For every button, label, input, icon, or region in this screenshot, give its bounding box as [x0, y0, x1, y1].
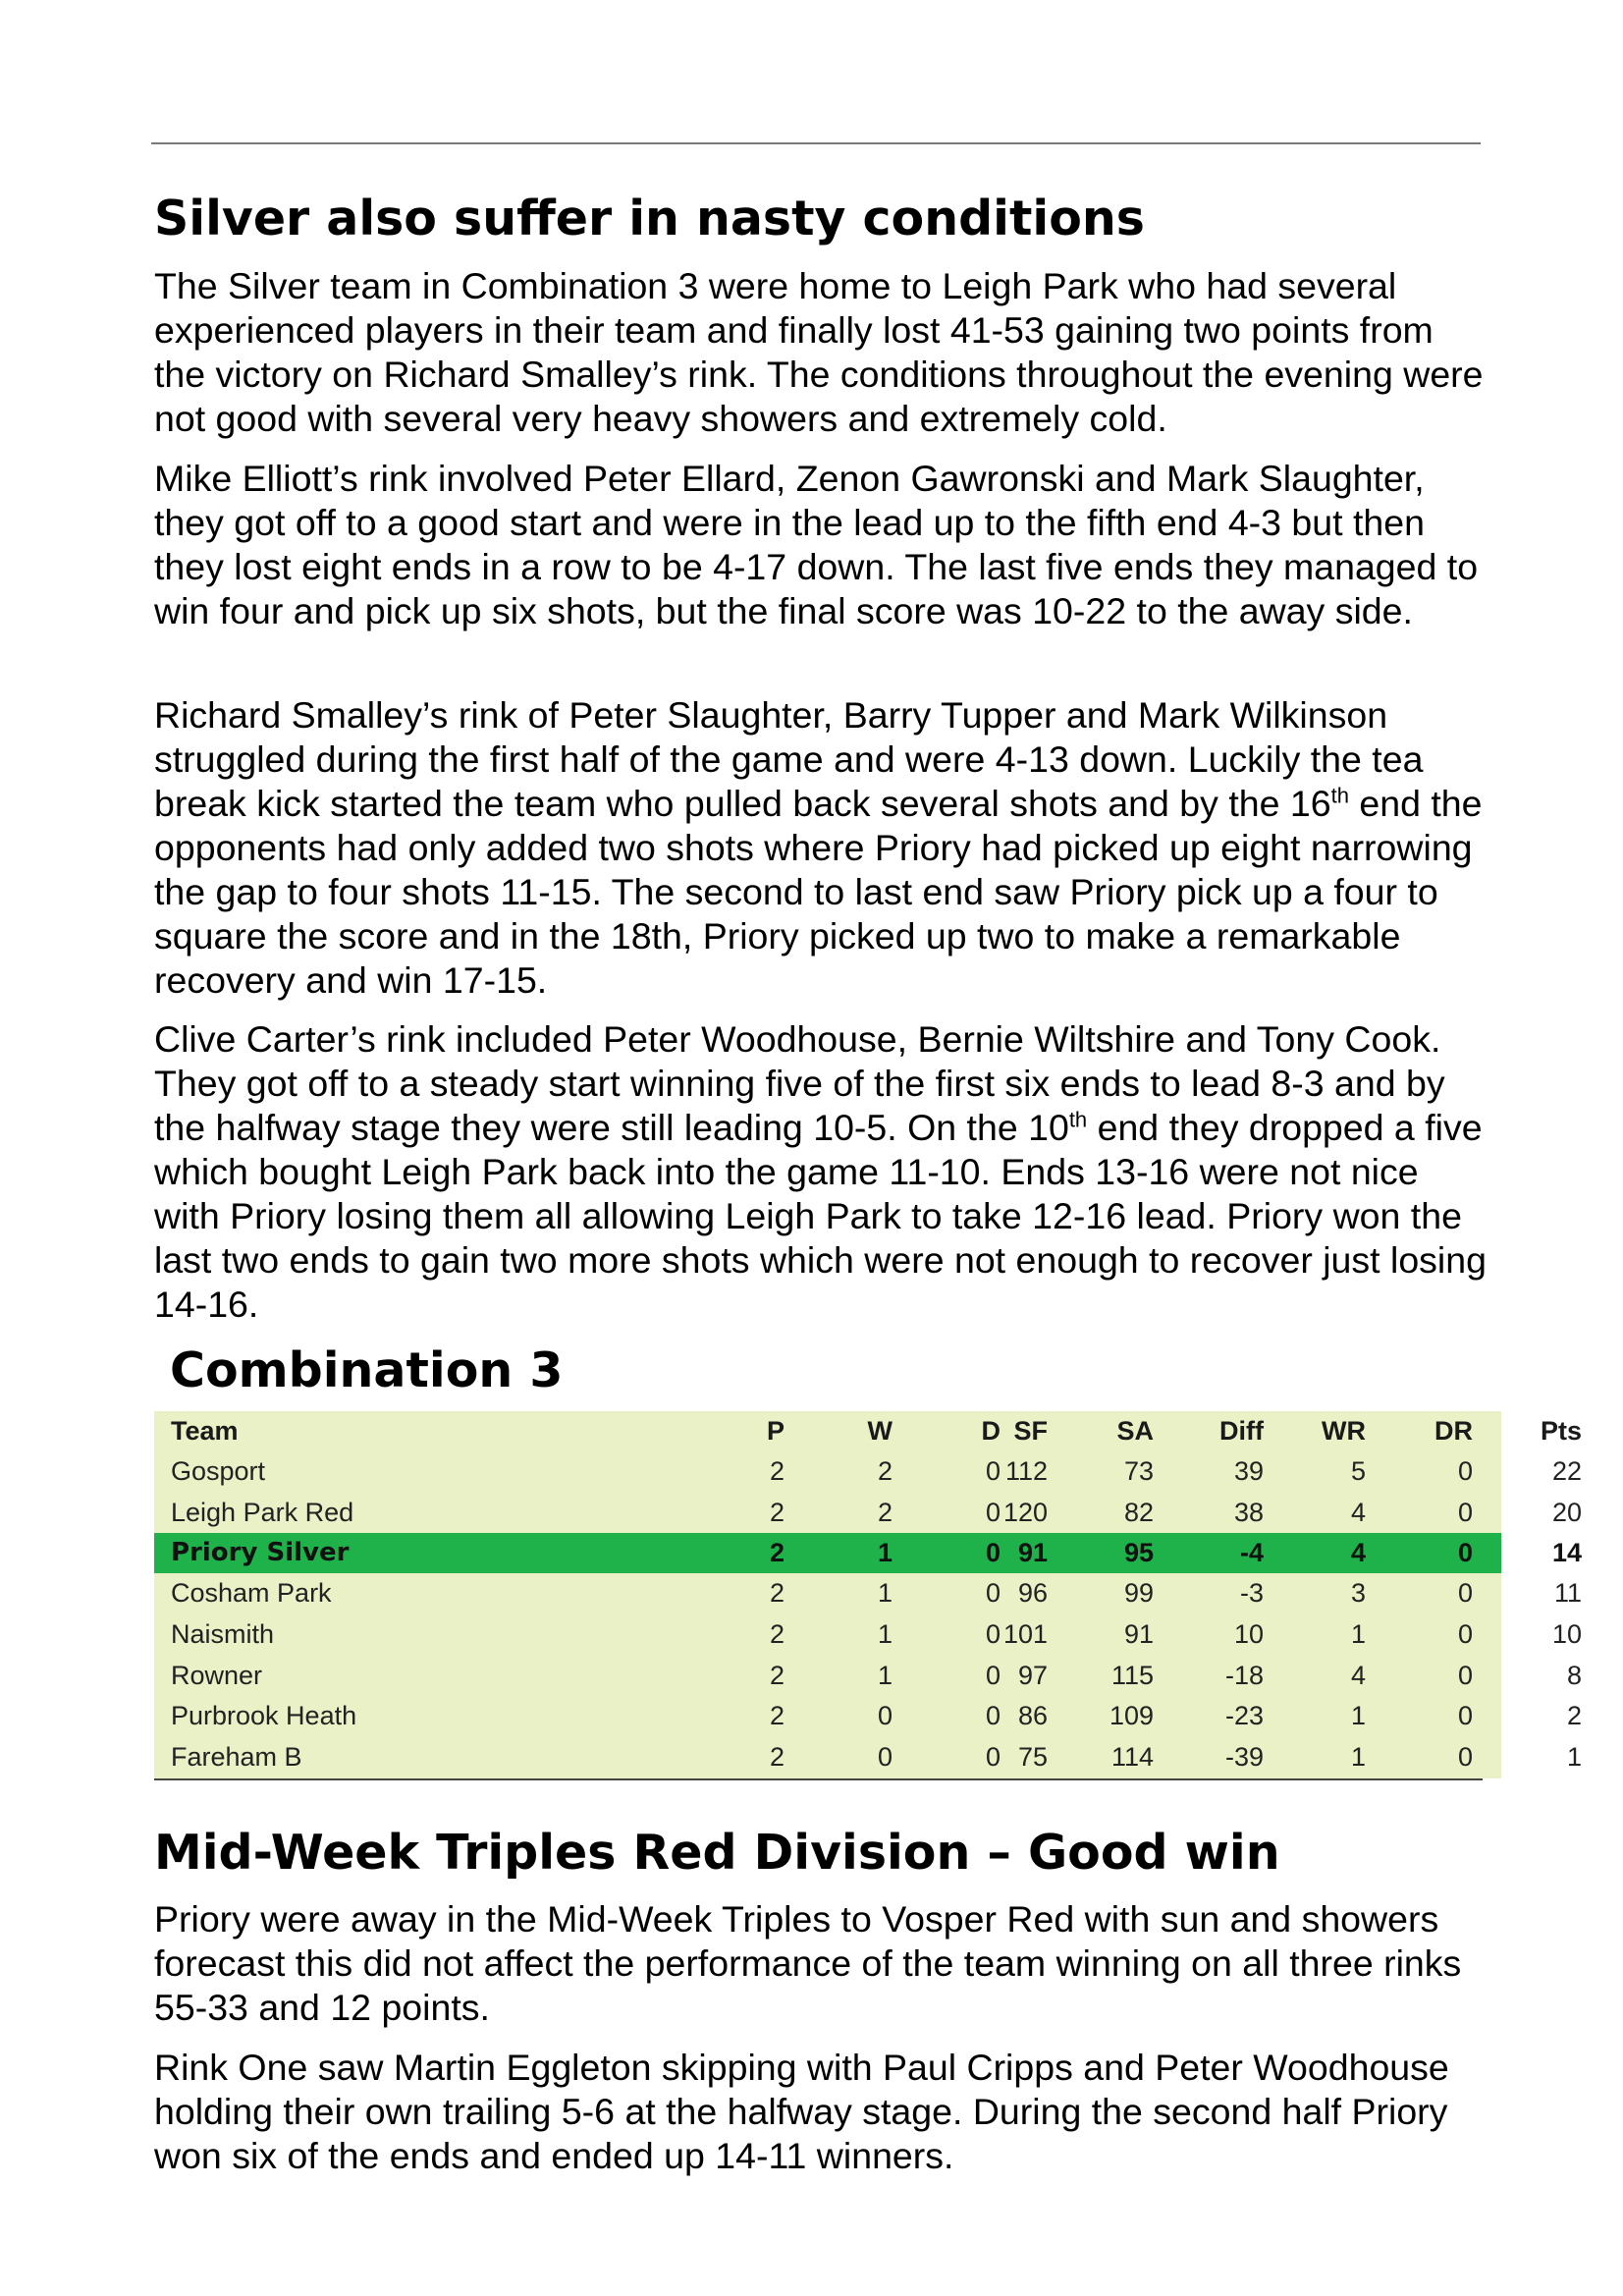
cell-shots-for: 91 — [1017, 1538, 1048, 1568]
cell-difference: 39 — [1233, 1456, 1264, 1486]
cell-team: Purbrook Heath — [171, 1701, 357, 1731]
cell-wins-rinks: 1 — [1350, 1619, 1366, 1650]
cell-draws-rinks: 0 — [1457, 1538, 1473, 1568]
cell-won: 2 — [877, 1456, 893, 1486]
cell-shots-against: 73 — [1123, 1456, 1154, 1486]
cell-wins-rinks: 4 — [1350, 1660, 1366, 1690]
cell-shots-against: 114 — [1110, 1742, 1154, 1773]
cell-difference: 38 — [1233, 1497, 1264, 1527]
cell-played: 2 — [769, 1619, 784, 1650]
top-divider — [151, 142, 1481, 144]
cell-drawn: 0 — [985, 1660, 1001, 1690]
cell-drawn: 0 — [985, 1456, 1001, 1486]
cell-shots-for: 120 — [1002, 1497, 1048, 1527]
cell-team: Fareham B — [171, 1742, 302, 1773]
cell-draws-rinks: 0 — [1457, 1456, 1473, 1486]
cell-points: 20 — [1551, 1497, 1582, 1527]
cell-shots-for: 96 — [1017, 1578, 1048, 1609]
cell-played: 2 — [769, 1742, 784, 1773]
cell-points: 10 — [1551, 1619, 1582, 1650]
cell-points: 14 — [1551, 1538, 1582, 1568]
paragraph: The Silver team in Combination 3 were home to Leigh Park who had several experienced players in their team and finally lost 41-53 gaining two points from the victory on Richard Smalley’s rink. The conditions throughout the evening were not good with several very heavy showers and extremely cold. — [154, 265, 1484, 439]
cell-draws-rinks: 0 — [1457, 1660, 1473, 1690]
table-row — [154, 1614, 1582, 1656]
cell-played: 2 — [769, 1538, 784, 1568]
cell-shots-for: 75 — [1017, 1742, 1048, 1773]
cell-draws-rinks: 0 — [1457, 1742, 1473, 1773]
cell-points: 11 — [1553, 1578, 1582, 1609]
table-header-row — [154, 1411, 1582, 1451]
cell-won: 0 — [877, 1701, 893, 1731]
cell-played: 2 — [769, 1660, 784, 1690]
cell-wins-rinks: 1 — [1350, 1701, 1366, 1731]
cell-shots-for: 86 — [1017, 1701, 1048, 1731]
cell-shots-against: 95 — [1123, 1538, 1154, 1568]
cell-wins-rinks: 3 — [1350, 1578, 1366, 1609]
column-header-drawn: D — [981, 1416, 1001, 1446]
paragraph: Richard Smalley’s rink of Peter Slaughter, Barry Tupper and Mark Wilkinson struggled during the first half of the game and were 4-13 down. Luckily the tea break kick started the team who pulled back several shots and by the 16th end the opponents had only added two shots where Priory had picked up eight narrowing the gap to four shots 11-15. The second to last end saw Priory pick up a four to square the score and in the 18th, Priory picked up two to make a remarkable recovery and win 17-15. — [154, 694, 1483, 1001]
table-row-highlighted — [154, 1533, 1582, 1573]
table-row — [154, 1573, 1582, 1614]
cell-difference: 10 — [1233, 1619, 1264, 1650]
cell-won: 1 — [877, 1538, 893, 1568]
column-header-draws-rinks: DR — [1434, 1416, 1473, 1446]
column-header-shots-for: SF — [1013, 1416, 1048, 1446]
column-header-difference: Diff — [1219, 1416, 1264, 1446]
cell-shots-against: 82 — [1123, 1497, 1154, 1527]
cell-won: 1 — [877, 1578, 893, 1609]
cell-won: 1 — [877, 1660, 893, 1690]
cell-draws-rinks: 0 — [1457, 1497, 1473, 1527]
cell-team: Rowner — [171, 1660, 263, 1690]
paragraph: Clive Carter’s rink included Peter Woodhouse, Bernie Wiltshire and Tony Cook. They got off to a steady start winning five of the first six ends to lead 8-3 and by the halfway stage they were still leading 10-5. On the 10th end they dropped a five which bought Leigh Park back into the game 11-10. Ends 13-16 were not nice with Priory losing them all allowing Leigh Park to take 12-16 lead. Priory won the last two ends to gain two more shots which were not enough to recover just losing 14-16. — [154, 1018, 1487, 1325]
cell-shots-for: 97 — [1017, 1660, 1048, 1690]
cell-draws-rinks: 0 — [1457, 1619, 1473, 1650]
cell-difference: -39 — [1224, 1742, 1264, 1773]
table-bottom-rule — [154, 1778, 1483, 1780]
paragraph: Rink One saw Martin Eggleton skipping with Paul Cripps and Peter Woodhouse holding their own trailing 5-6 at the halfway stage. During the second half Priory won six of the ends and ended up 14-11 winners. — [154, 2047, 1449, 2176]
cell-wins-rinks: 4 — [1350, 1538, 1366, 1568]
cell-played: 2 — [769, 1456, 784, 1486]
cell-team: Cosham Park — [171, 1578, 332, 1609]
cell-points: 2 — [1566, 1701, 1582, 1731]
cell-shots-against: 115 — [1110, 1660, 1154, 1690]
cell-team: Priory Silver — [171, 1538, 350, 1568]
cell-difference: -3 — [1239, 1578, 1264, 1609]
table-row — [154, 1696, 1582, 1737]
cell-shots-against: 99 — [1123, 1578, 1154, 1609]
cell-points: 1 — [1566, 1742, 1582, 1773]
cell-wins-rinks: 1 — [1350, 1742, 1366, 1773]
cell-won: 0 — [877, 1742, 893, 1773]
column-header-points: Pts — [1540, 1416, 1582, 1446]
cell-shots-for: 112 — [1004, 1456, 1048, 1486]
cell-wins-rinks: 5 — [1350, 1456, 1366, 1486]
column-header-wins-rinks: WR — [1322, 1416, 1366, 1446]
cell-won: 1 — [877, 1619, 893, 1650]
cell-shots-against: 109 — [1109, 1701, 1154, 1731]
cell-team: Gosport — [171, 1456, 266, 1486]
cell-drawn: 0 — [985, 1701, 1001, 1731]
table-row — [154, 1737, 1582, 1778]
cell-difference: -18 — [1224, 1660, 1264, 1690]
paragraph: Mike Elliott’s rink involved Peter Ellard, Zenon Gawronski and Mark Slaughter, they got off to a good start and were in the lead up to the fifth end 4-3 but then they lost eight ends in a row to be 4-17 down. The last five ends they managed to win four and pick up six shots, but the final score was 10-22 to the away side. — [154, 458, 1479, 631]
cell-drawn: 0 — [985, 1742, 1001, 1773]
cell-played: 2 — [769, 1497, 784, 1527]
cell-draws-rinks: 0 — [1457, 1701, 1473, 1731]
column-header-shots-against: SA — [1116, 1416, 1154, 1446]
league-table — [154, 1411, 1582, 1780]
cell-drawn: 0 — [985, 1578, 1001, 1609]
cell-difference: -4 — [1239, 1538, 1264, 1568]
cell-played: 2 — [769, 1578, 784, 1609]
cell-won: 2 — [877, 1497, 893, 1527]
cell-draws-rinks: 0 — [1457, 1578, 1473, 1609]
table-row — [154, 1493, 1582, 1534]
section-heading-midweek: Mid-Week Triples Red Division – Good win — [154, 1825, 1280, 1881]
cell-shots-for: 101 — [1002, 1619, 1048, 1650]
cell-drawn: 0 — [985, 1619, 1001, 1650]
cell-points: 8 — [1566, 1660, 1582, 1690]
paragraph: Priory were away in the Mid-Week Triples to Vosper Red with sun and showers forecast this did not affect the performance of the team winning on all three rinks 55-33 and 12 points. — [154, 1898, 1462, 2028]
column-header-played: P — [766, 1416, 784, 1446]
section-heading-silver: Silver also suffer in nasty conditions — [154, 191, 1145, 246]
cell-wins-rinks: 4 — [1350, 1497, 1366, 1527]
cell-points: 22 — [1551, 1456, 1582, 1486]
cell-difference: -23 — [1224, 1701, 1264, 1731]
column-header-won: W — [867, 1416, 893, 1446]
cell-shots-against: 91 — [1123, 1619, 1154, 1650]
cell-drawn: 0 — [985, 1538, 1001, 1568]
column-header-team: Team — [171, 1416, 239, 1446]
table-title: Combination 3 — [170, 1342, 564, 1398]
cell-drawn: 0 — [985, 1497, 1001, 1527]
cell-team: Leigh Park Red — [171, 1497, 354, 1527]
table-row — [154, 1656, 1582, 1697]
cell-team: Naismith — [171, 1619, 275, 1650]
cell-played: 2 — [769, 1701, 784, 1731]
table-row — [154, 1451, 1582, 1493]
